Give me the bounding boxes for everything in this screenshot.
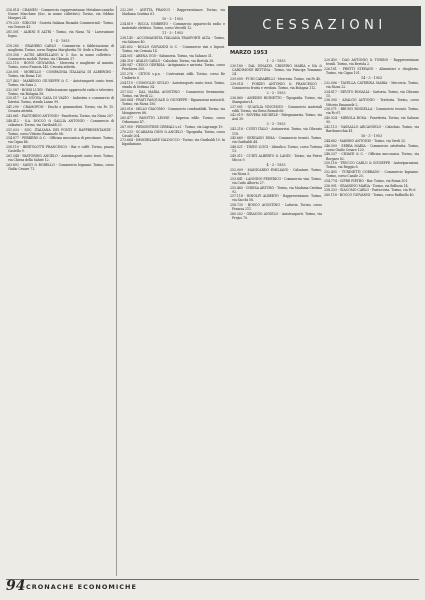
- entry-date: 14 - 3 - 1953: [360, 75, 383, 80]
- entry-date: 16 - 3 - 1953: [360, 133, 383, 138]
- register-entry: 243.218 - CURTI ITALO - Autoservizi. Torino, via Cibrario 118.: [230, 127, 322, 136]
- register-entry: 244.682 - MARINO ANTONIO - Torino, via Verdi 33.: [324, 138, 406, 143]
- register-entry: 252.009 - MANICARDO EMILIANO - Calzature. Torino, via Nizza 5.: [230, 167, 322, 176]
- register-entry: 251.276 - CETOS s.p.a. - Costruzioni edili. Torino, corso Re Umberto 6.: [120, 72, 225, 81]
- column-1: [6, 8, 114, 580]
- entry-date: 11 - 3 - 1953: [161, 31, 184, 36]
- register-entry: 251.033 - SOC. ITALIANA DEI FONTI E RAPPRESENTANZE - Torino, corso Vittorio Emanuele 88.: [6, 127, 114, 136]
- page-footer: [6, 579, 419, 596]
- column-4: [324, 58, 419, 580]
- register-entry: 219.356 - ACTIS ARMELLANO & C. Soc. in nome collettivo - Commercio mobili. Torino, via Cibrario 37.: [6, 52, 114, 61]
- entry-date: 4 - 3 - 1953: [266, 162, 286, 167]
- register-entry: 232.006 - TAVELLA CATERINA MARIA - Merceria. Torino, via Nizza 22.: [324, 80, 419, 89]
- register-entry: 232.289 - AVETTA FRANCO - Rappresentanze. Torino, via Madama Cristina 61.: [120, 8, 225, 17]
- banner-title: CESSAZIONI: [262, 18, 387, 33]
- register-entry: 250.118 - TRUCCO CARLO & GIUSEPPE - Autoriparazioni. Torino, via Reggio 6.: [324, 161, 419, 170]
- register-entry: 230.180 - DAL IONAZIO, CRISPINO MARIA e NA & CARDIMONE BETTINA - Torino, via Principe Tommaso 24.: [230, 64, 322, 77]
- register-entry: 236.860 - AMEDEO RIGHETTO - Tipografia. Torino, via Stampatori 4.: [230, 95, 322, 104]
- entry-date: 2 - 3 - 1953: [266, 90, 286, 95]
- register-entry: 252.405 - TURINETTI CORRADO - Commercio legname. Torino, corso Casale 25.: [324, 170, 419, 179]
- page-number: 94: [6, 578, 26, 594]
- register-entry: 249.311 - CURTI ALBERTO & LANDI - Torino, via Pietro Micca 9.: [230, 153, 322, 162]
- register-entry: 258.735 - BOSCO AGOSTINO - Latteria. Torino, corso Francia 211.: [230, 203, 322, 212]
- register-entry: 258.333 - GIACOMO CARLO - Pasticceria. Torino, via Po 6.: [324, 188, 417, 193]
- register-entry: 245.660 - GERVASIO DIMA - Commercio tessuti. Torino, via Garibaldi 44.: [230, 136, 322, 145]
- register-entry: 265.477 - PASOTTO LEONE - Impresa edile. Torino, corso Orbassano 47.: [120, 116, 225, 125]
- register-entry: 263.892 - SAVIO & BORELLO - Commercio legnami. Torino, corso Giulio Cesare 71.: [6, 162, 114, 171]
- register-entry: 261.544 - PASTORINO ANGELO - Autotrasporti conto terzi. Torino, via Chiesa della Salute 12.: [6, 153, 114, 162]
- register-entry: 248.412 - S.A. DOCCO & GALLIA ANTONIO - Commercio di calzature. Torino, via Garibaldi 25.: [6, 118, 114, 127]
- register-entry: 226.181 - PRETTI STEFANO - Alimentari e drogheria. Torino, via Cigna 101.: [324, 66, 419, 75]
- entry-date: 1 - 4 - 1953: [50, 38, 70, 43]
- register-entry: 272.664 - IMMOBILIARE VALDOCCO - Torino, via Garibaldi 10. In liquidazione.: [120, 138, 225, 147]
- register-entry: 238.145 - ACCOMANDITA ITALIANA TRASPORTI ALTA - Torino, via Saluzzo 40.: [120, 36, 225, 45]
- register-entry: 246.009 - SERRA MARIA - Commercio ortofrutta. Torino, corso Giulio Cesare 120.: [324, 143, 419, 152]
- register-entry: 226.001 - MORELLO - COMPAGNIA ITALIANA DI ALBERGHI - Torino, via Roma 120.: [6, 70, 114, 79]
- register-entry: 254.110 - COMOGLIO GIULIO - Autotrasporti conto terzi. Torino, strada di Settimo 54.: [120, 80, 225, 89]
- register-entry: 260.884 - FRATI PASQUALE & GIUSEPPE - Riparazioni motocicli. Torino, via Nizza 150.: [120, 98, 225, 107]
- register-entry: 243.661 - PASTORINO ANTONIO - Panetteria. Torino, via Nizza 207.: [6, 114, 114, 118]
- register-entry: 239.014 - PORZIO ANTONIO & FRANCESCO - Commercio frutta e verdura. Torino, via Bologna 112.: [230, 81, 322, 90]
- column-rule: [116, 6, 117, 576]
- register-entry: 248.021 - TINEO LUIGI - Idraulico. Torino, corso Tortona 13.: [230, 145, 322, 154]
- register-entry: 218.285 - GRANERO CARLO - Commercio e fabbricazione di maglieria. Torino, corso Regina Margherita 18. Sede a Pinerolo.: [6, 43, 114, 52]
- register-entry: 253.841 - LANNINO FEDERICO - Commercio vini. Torino, via Carlo Alberto 27.: [230, 176, 322, 185]
- register-entry: 216.814 - CRAMEN - Commercio rappresentanze Metalmeccaniche Nuove Macchine (Soc. in nome collettivo). Torino, via Oddino Morgari 24.: [6, 8, 114, 21]
- register-entry: 232.587 - ROSSI LUIGI - Fabbricazione apparecchi radio e televisivi. Torino, via Bologna 58.: [6, 87, 114, 96]
- register-entry: 257.532 - DAL MARIA AGOSTINO - Commercio ferramenta. Torino, via Verdi 22.: [120, 89, 225, 98]
- running-title: CRONACHE ECONOMICHE: [26, 583, 137, 591]
- register-entry: 242.113 - VASSALLO ARCANGELO - Calzolaio. Torino, via Bardonecchia 41.: [324, 124, 419, 133]
- register-entry: 248.337 - CHIAVE & C. - Officina meccanica. Torino, via Borgaro 82.: [324, 152, 419, 161]
- register-entry: 255.460 - CHIESA ARTURO - Torino, via Madama Cristina 92.: [230, 185, 322, 194]
- register-entry: 270.233 - SCARAMA GINO & ANGELO - Tipografia. Torino, corso Casale 204.: [120, 129, 225, 138]
- register-entry: 234.819 - RICCA UMBERTO - Commercio apparecchi radio e materiale elettrico. Torino, corso Vercelli 12.: [120, 22, 225, 31]
- register-entry: 240.924 - MEROLA ROSA - Panetteria. Torino, via Saluzzo 95.: [324, 116, 419, 125]
- register-entry: 241.290 - CRAMOFON - Dischi e grammofoni. Torino, via Po 15. Cessata attività.: [6, 105, 114, 114]
- register-entry: 239.000 - FUNI CARABELLI - Merceria. Torino, via Po 40.: [230, 76, 322, 81]
- register-entry: 257.118 - RINOLFI ALBERTO - Rappresentanze. Torino, via Sacchi 58.: [230, 194, 322, 203]
- register-entry: 235.017 - LA NUOVA CASA DI VAZIO - Industria e commercio di laterizi. Torino, strada Lanzo 99.: [6, 96, 114, 105]
- register-entry: 246.318 - AVALIS CARLO - Calzolaio. Torino, via Bertola 36.: [120, 58, 215, 63]
- register-entry: 281.501 - ALBINI E ALTRI - Torino, via Nizza 74 - Lavorazione legno.: [6, 29, 114, 38]
- register-entry: 227.463 - MARENGO GIUSEPPE & C. - Autotrasporti conto terzi. Torino, via Susa 2.: [6, 78, 114, 87]
- register-entry: 254.774 - CIFRE FIETRO - Bar. Torino, via Roma 301.: [324, 178, 409, 183]
- register-entry: 256.901 - GRASSINO MARIA - Torino, via Bellezia 14.: [324, 183, 409, 188]
- register-entry: 263.016 - MILLO GIACOMO - Commercio combustibili. Torino, via Monginevro 88.: [120, 107, 225, 116]
- register-entry: 236.300 - ADALGO ANTONIO - Trattoria. Torino, corso Vittorio Emanuele 2.: [324, 98, 419, 107]
- register-entry: 238.571 - BRUNO ROSSELLA - Commercio tessuti. Torino, via Po 67.: [324, 107, 419, 116]
- register-entry: 267.950 - PIEMONTESE CEREALI s.r.l. - Torino, via Lagrange 19.: [120, 124, 224, 129]
- register-entry: 242.019 - ROVERA MICHELE - Falegnameria. Torino, via Asti 30.: [230, 113, 322, 122]
- register-entry: 258.110 - BERTOLOTTI FRANCESCO - Bar e caffè. Torino, piazza Castello 9.: [6, 145, 114, 154]
- register-entry: 237.901 - QUAGLIA VINCENZO - Commercio materiali edili. Torino, via Reiss Romoli 66.: [230, 104, 322, 113]
- register-entry: 244.001 - ARENA UGO - Salumeria. Torino, via Saluzzo 31.: [120, 53, 213, 58]
- section-banner: [228, 6, 421, 46]
- entry-date: 10 - 3 - 1953: [161, 17, 184, 22]
- column-3: [230, 58, 322, 580]
- register-entry: 241.602 - BOLLO GIOVANNI & C. - Commercio vini e liquori. Torino, via Cernaia 14.: [120, 45, 225, 54]
- entry-date: 1 - 3 - 1953: [266, 59, 286, 63]
- register-entry: 248.947 - CESCO ODERISA - Artigianato e sartoria. Torino, corso Peschiera 205.: [120, 63, 225, 72]
- register-entry: 220.450 - DAO ANTONIO & TORINO - Rappresentanze tessili. Torino, via Bertola 2.: [324, 58, 419, 67]
- register-entry: 254.877 - PERRERO & C. - Officina meccanica di precisione. Torino, via Cigna 46.: [6, 136, 114, 145]
- entry-date: 3 - 3 - 1953: [266, 122, 286, 127]
- register-entry: 222.110 - BONO GIOVANNA - Merceria e maglierie al minuto. Torino, corso Francia 145. Cessata attività.: [6, 61, 114, 70]
- register-entry: 279.233 - SIRCOM - Società Italiana Ricambi Commerciali - Torino, via Genova 41.: [6, 20, 114, 29]
- register-entry: 234.817 - DEVITO ROSALIA - Sartoria. Torino, via Cibrario 15.: [324, 89, 419, 98]
- register-entry: 260.302 - GIRAUDO ANGELO - Autotrasporti. Torino, via Frejus 70.: [230, 211, 322, 220]
- section-month: MARZO 1953: [230, 50, 268, 56]
- column-2: [120, 8, 225, 580]
- register-entry: 260.118 - BOCCO GIOVANNI - Torino, corso Raffaello 40.: [324, 193, 415, 198]
